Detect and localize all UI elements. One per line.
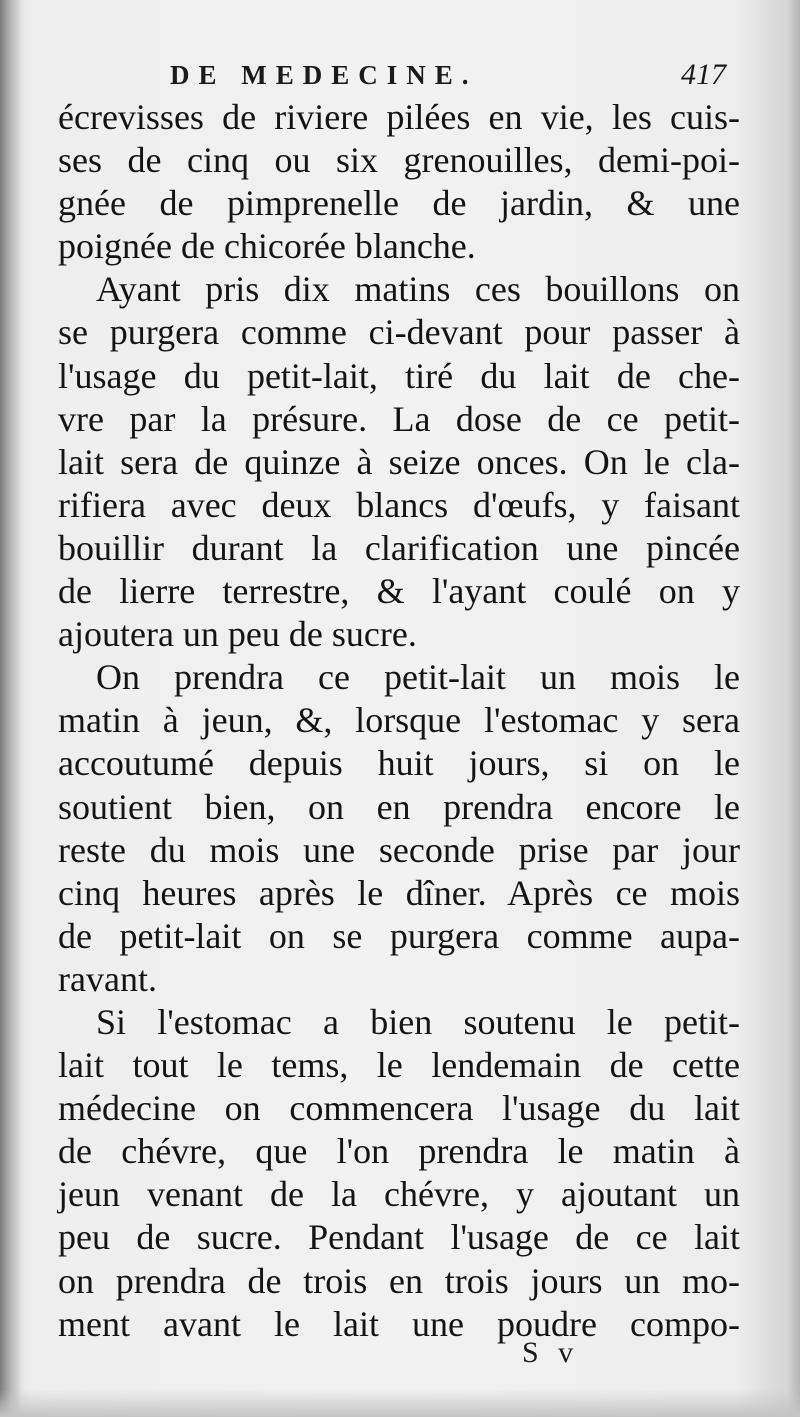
text-line: poignée de chicorée blanche. <box>58 226 476 267</box>
text-line: écrevisses de riviere pilées en vie, les cuis- <box>58 97 740 137</box>
page-edge-right <box>788 0 800 1417</box>
text-line: matin à jeun, &, lorsque l'estomac y sera <box>58 700 740 741</box>
text-line: l'usage du petit-lait, tiré du lait de che- <box>58 355 740 396</box>
gutter-shadow <box>0 0 22 1417</box>
text-line: de petit-lait on se purgera comme aupa- <box>58 915 740 956</box>
text-line: gnée de pimprenelle de jardin, & une <box>58 183 740 224</box>
text-line: on prendra de trois en trois jours un mo- <box>58 1260 740 1301</box>
signature-mark: S v <box>522 1336 580 1369</box>
running-title: DE MEDECINE. <box>170 60 478 90</box>
text-line: ravant. <box>58 958 157 999</box>
text-line: de lierre terrestre, & l'ayant coulé on y <box>58 571 740 612</box>
text-line: lait tout le tems, le lendemain de cette <box>58 1045 740 1086</box>
running-head <box>170 58 726 92</box>
page-edge-bottom <box>0 1389 800 1417</box>
text-line: médecine on commencera l'usage du lait <box>58 1088 740 1129</box>
text-line: cinq heures après le dîner. Après ce mois <box>58 872 740 913</box>
body-text <box>58 96 740 1346</box>
text-line: bouillir durant la clarification une pincée <box>58 527 740 568</box>
text-line: On prendra ce petit-lait un mois le <box>96 657 740 698</box>
text-line: reste du mois une seconde prise par jour <box>58 829 740 870</box>
page-number: 417 <box>681 58 726 91</box>
text-line: ses de cinq ou six grenouilles, demi-poi- <box>58 140 740 181</box>
text-line: de chévre, que l'on prendra le matin à <box>58 1131 740 1172</box>
text-line: se purgera comme ci-devant pour passer à <box>58 312 740 353</box>
text-line: Si l'estomac a bien soutenu le petit- <box>96 1001 740 1042</box>
text-line: ajoutera un peu de sucre. <box>58 614 417 655</box>
text-line: soutient bien, on en prendra encore le <box>58 786 740 827</box>
text-line: vre par la présure. La dose de ce petit- <box>58 398 740 439</box>
text-line: Ayant pris dix matins ces bouillons on <box>96 269 740 310</box>
text-line: ment avant le lait une poudre compo- <box>58 1303 740 1344</box>
text-line: jeun venant de la chévre, y ajoutant un <box>58 1174 740 1215</box>
text-line: peu de sucre. Pendant l'usage de ce lait <box>58 1217 740 1258</box>
text-line: lait sera de quinze à seize onces. On le cla- <box>58 441 740 482</box>
text-line: accoutumé depuis huit jours, si on le <box>58 743 740 784</box>
text-line: rifiera avec deux blancs d'œufs, y faisant <box>58 484 740 525</box>
